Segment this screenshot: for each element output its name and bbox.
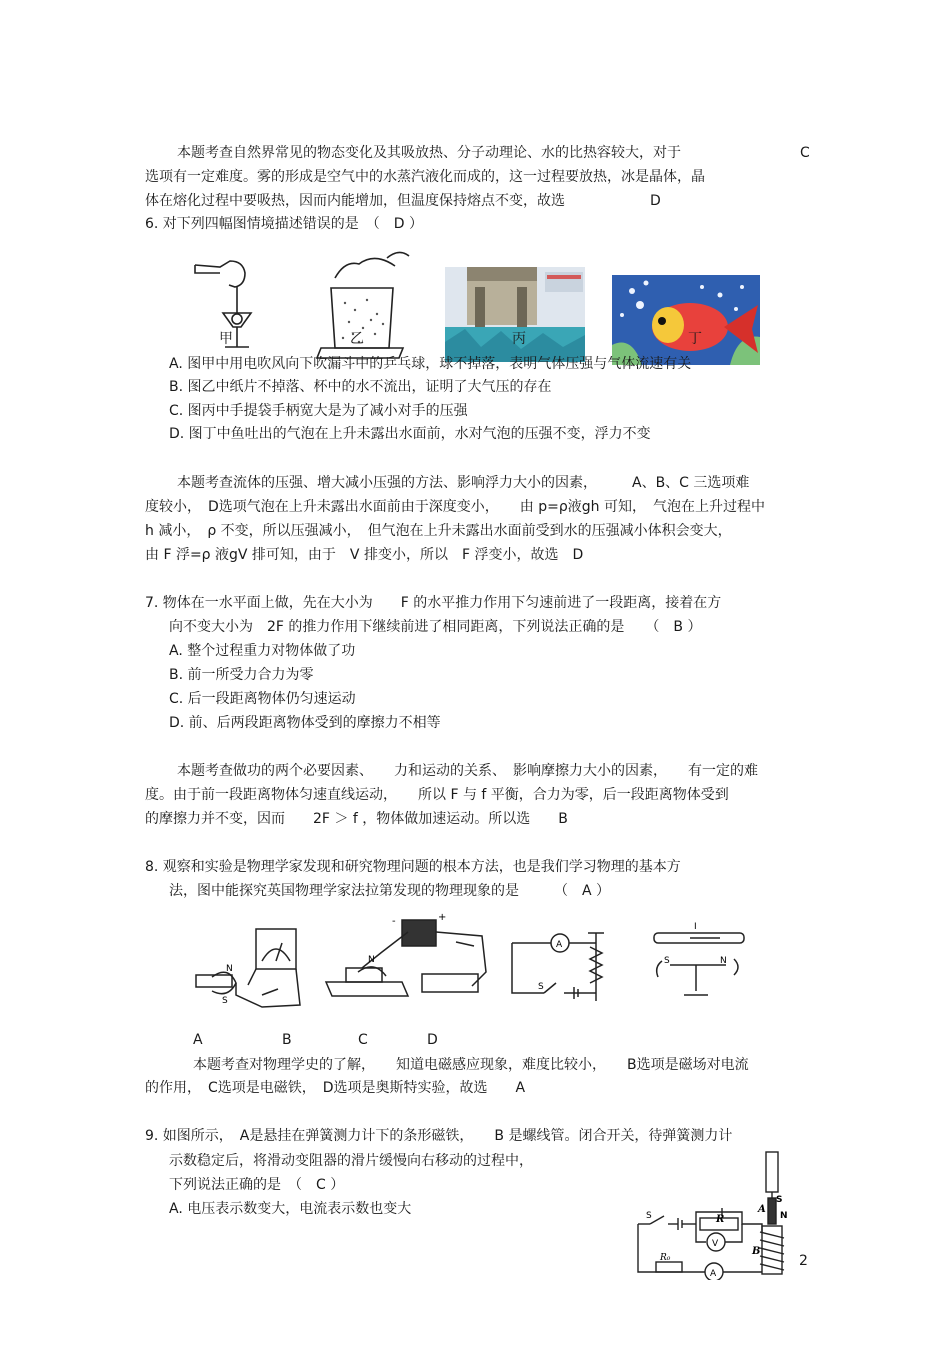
q7-stem-line2: 向不变大小为 2F 的推力作用下继续前进了相同距离，下列说法正确的是 （ B ） — [169, 619, 702, 635]
figure-a-north-label: N — [226, 964, 233, 974]
figure-motor-principle — [322, 912, 492, 1017]
q7-option-c: C. 后一段距离物体仍匀速运动 — [169, 691, 356, 707]
q6-analysis-line4: 由 F 浮=ρ 液gV 排可知，由于 V 排变小，所以 F 浮变小，故选 D — [145, 547, 584, 563]
q9-stem-line3: 下列说法正确的是 （ C ） — [169, 1177, 345, 1193]
q8-stem-line1: 8. 观察和实验是物理学家发现和研究物理问题的根本方法，也是我们学习物理的基本方 — [145, 859, 681, 875]
figure-a-south-label: S — [222, 996, 228, 1006]
fig9-rheostat-label: R — [716, 1214, 725, 1225]
fig9-magnet-south-label: S — [776, 1195, 783, 1205]
q9-option-a: A. 电压表示数变大，电流表示数也变大 — [169, 1201, 412, 1217]
analysis5-line2: 选项有一定难度。雾的形成是空气中的水蒸汽液化而成的，这一过程要放热，冰是晶体，晶 — [145, 169, 705, 185]
q6-figure-label-bing: 丙 — [512, 331, 526, 347]
figure-b-minus-label: - — [392, 916, 396, 927]
q9-stem-line2: 示数稳定后，将滑动变阻器的滑片缓慢向右移动的过程中， — [169, 1153, 533, 1169]
fig9-switch-label: S — [646, 1211, 652, 1221]
figure-fish-bubbles — [612, 275, 760, 365]
q6-figure-label-jia: 甲 — [219, 331, 233, 347]
q7-option-a: A. 整个过程重力对物体做了功 — [169, 643, 356, 659]
q8-figure-label-c: C — [358, 1032, 368, 1048]
fig9-r0-label: R₀ — [660, 1253, 671, 1263]
figure-solenoid-circuit — [630, 1150, 800, 1280]
analysis5-line1: 本题考查自然界常见的物态变化及其吸放热、分子动理论、水的比热容较大，对于 — [177, 145, 681, 161]
q8-stem-line2: 法，图中能探究英国物理学家法拉第发现的物理现象的是 （ A ） — [169, 883, 611, 899]
q6-option-a: A. 图甲中用电吹风向下吹漏斗中的乒乓球，球不掉落，表明气体压强与气体流速有关 — [169, 356, 692, 372]
figure-d-north-label: N — [720, 956, 727, 966]
q7-analysis-line2: 度。由于前一段距离物体匀速直线运动， 所以 F 与 f 平衡，合力为零，后一段距离物体受到 — [145, 787, 729, 803]
q6-figure-label-ding: 丁 — [688, 331, 702, 347]
q6-stem: 6. 对下列四幅图情境描述错误的是 （ D ） — [145, 216, 424, 232]
fig9-ammeter-label: A — [710, 1269, 717, 1279]
analysis5-answer: D — [650, 193, 661, 209]
figure-d-current-label: I — [694, 922, 697, 932]
figure-c-ammeter-label: A — [556, 940, 563, 950]
q6-analysis-line3: h 减小， ρ 不变，所以压强减小， 但气泡在上升未露出水面前受到水的压强减小体积会变大， — [145, 523, 732, 539]
fig9-magnet-label: A — [758, 1204, 766, 1215]
q6-option-d: D. 图丁中鱼吐出的气泡在上升未露出水面前，水对气泡的压强不变，浮力不变 — [169, 426, 651, 442]
analysis5-line3: 体在熔化过程中要吸热，因而内能增加，但温度保持熔点不变，故选 — [145, 193, 565, 209]
q8-figure-label-d: D — [427, 1032, 438, 1048]
fig9-solenoid-label: B — [752, 1246, 761, 1257]
q7-analysis-line1: 本题考查做功的两个必要因素、 力和运动的关系、 影响摩擦力大小的因素， 有一定的难 — [177, 763, 758, 779]
q6-option-b: B. 图乙中纸片不掉落、杯中的水不流出，证明了大气压的存在 — [169, 379, 552, 395]
fig9-magnet-north-label: N — [780, 1211, 788, 1221]
q8-figure-label-b: B — [282, 1032, 292, 1048]
fig9-voltmeter-label: V — [712, 1239, 719, 1249]
figure-electromagnetic-induction — [192, 925, 310, 1015]
q8-analysis-line2: 的作用， C选项是电磁铁， D选项是奥斯特实验，故选 A — [145, 1080, 526, 1096]
q6-analysis-line1: 本题考查流体的压强、增大减小压强的方法、影响浮力大小的因素， A、B、C 三选项难 — [177, 475, 750, 491]
q7-option-b: B. 前一所受力合力为零 — [169, 667, 314, 683]
q9-stem-line1: 9. 如图所示， A是悬挂在弹簧测力计下的条形磁铁， B 是螺线管。闭合开关，待弹簧测力计 — [145, 1128, 733, 1144]
q7-analysis-line3: 的摩擦力并不变，因而 2F ＞ f ，物体做加速运动。所以选 B — [145, 811, 568, 827]
q8-analysis-line1: 本题考查对物理学史的了解， 知道电磁感应现象，难度比较小， B选项是磁场对电流 — [193, 1057, 749, 1073]
figure-oersted-experiment — [650, 915, 752, 1007]
q6-figure-label-yi: 乙 — [350, 331, 364, 347]
figure-electromagnet — [508, 925, 618, 1003]
q6-analysis-line2: 度较小， D选项气泡在上升未露出水面前由于深度变小， 由 p=ρ液gh 可知， 气泡在上升过程中 — [145, 499, 765, 515]
q7-stem-line1: 7. 物体在一水平面上做，先在大小为 F 的水平推力作用下匀速前进了一段距离，接着在方 — [145, 595, 722, 611]
figure-d-south-label: S — [664, 956, 670, 966]
analysis5-option: C — [800, 145, 810, 161]
q6-option-c: C. 图丙中手提袋手柄宽大是为了减小对手的压强 — [169, 403, 468, 419]
figure-c-switch-label: S — [538, 982, 544, 992]
q8-figure-label-a: A — [193, 1032, 203, 1048]
figure-b-north-label: N — [368, 955, 375, 965]
q7-option-d: D. 前、后两段距离物体受到的摩擦力不相等 — [169, 715, 441, 731]
figure-b-plus-label: + — [438, 912, 447, 923]
page-number: 2 — [799, 1253, 808, 1269]
